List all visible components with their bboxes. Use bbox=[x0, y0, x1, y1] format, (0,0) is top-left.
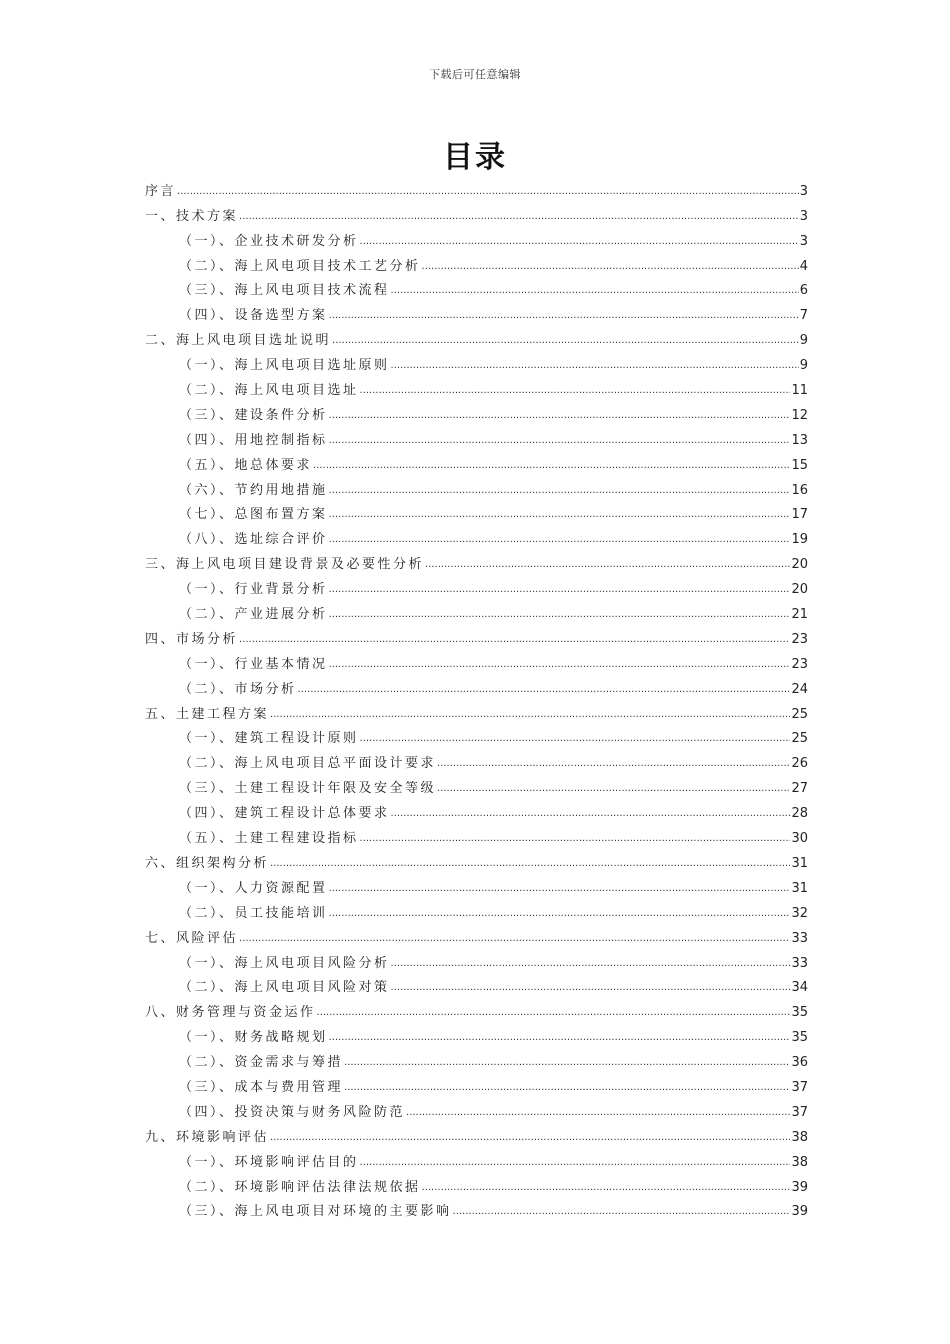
toc-entry-label: （八）、选址综合评价 bbox=[179, 532, 328, 548]
toc-dot-leader bbox=[298, 682, 791, 698]
toc-dot-leader bbox=[329, 607, 791, 623]
toc-entry-page-number: 27 bbox=[791, 781, 808, 797]
toc-dot-leader bbox=[391, 956, 791, 972]
toc-entry-label: 六、组织架构分析 bbox=[145, 855, 270, 871]
toc-dot-leader bbox=[239, 931, 790, 947]
toc-entry-label: （三）、建设条件分析 bbox=[179, 407, 328, 423]
toc-entry-label: （五）、土建工程建设指标 bbox=[179, 831, 359, 847]
toc-entry-label: （三）、海上风电项目对环境的主要影响 bbox=[179, 1204, 452, 1220]
toc-entry-page-number: 13 bbox=[791, 432, 808, 448]
toc-dot-leader bbox=[177, 184, 799, 200]
toc-dot-leader bbox=[270, 1130, 790, 1146]
toc-entry-page-number: 33 bbox=[791, 930, 808, 946]
toc-entry-page-number: 7 bbox=[799, 308, 808, 324]
toc-entry-label: （四）、用地控制指标 bbox=[179, 432, 328, 448]
toc-entry-label: 八、财务管理与资金运作 bbox=[145, 1005, 316, 1021]
toc-entry[interactable] bbox=[145, 1196, 808, 1221]
toc-entry[interactable] bbox=[145, 1046, 808, 1071]
toc-entry-label: （三）、海上风电项目技术流程 bbox=[179, 283, 390, 299]
toc-entry-label: （一）、企业技术研发分析 bbox=[179, 233, 359, 249]
toc-entry-label: （一）、海上风电项目风险分析 bbox=[179, 955, 390, 971]
toc-dot-leader bbox=[329, 582, 791, 598]
toc-dot-leader bbox=[329, 657, 791, 673]
toc-entry-page-number: 6 bbox=[799, 283, 808, 299]
toc-entry[interactable] bbox=[145, 424, 808, 449]
toc-entry[interactable] bbox=[145, 897, 808, 922]
toc-dot-leader bbox=[329, 483, 791, 499]
toc-dot-leader bbox=[391, 980, 791, 996]
toc-entry[interactable] bbox=[145, 250, 808, 275]
toc-dot-leader bbox=[329, 433, 791, 449]
toc-entry-page-number: 37 bbox=[791, 1079, 808, 1095]
toc-dot-leader bbox=[406, 1105, 790, 1121]
toc-entry-page-number: 24 bbox=[791, 681, 808, 697]
toc-entry-page-number: 31 bbox=[791, 880, 808, 896]
toc-entry[interactable] bbox=[145, 623, 808, 648]
toc-entry-label: （七）、总图布置方案 bbox=[179, 507, 328, 523]
toc-entry-page-number: 20 bbox=[791, 582, 808, 598]
toc-entry[interactable] bbox=[145, 225, 808, 250]
toc-entry-label: （三）、成本与费用管理 bbox=[179, 1079, 344, 1095]
toc-entry[interactable] bbox=[145, 772, 808, 797]
toc-entry-page-number: 9 bbox=[799, 358, 808, 374]
toc-entry-page-number: 25 bbox=[791, 731, 808, 747]
toc-entry-page-number: 4 bbox=[799, 258, 808, 274]
toc-entry-page-number: 23 bbox=[791, 656, 808, 672]
toc-entry-page-number: 16 bbox=[791, 482, 808, 498]
toc-entry[interactable] bbox=[145, 324, 808, 349]
toc-dot-leader bbox=[437, 756, 790, 772]
toc-entry-page-number: 31 bbox=[791, 855, 808, 871]
toc-dot-leader bbox=[360, 731, 791, 747]
toc-entry-page-number: 19 bbox=[791, 532, 808, 548]
toc-entry-page-number: 12 bbox=[791, 407, 808, 423]
toc-entry-page-number: 23 bbox=[791, 631, 808, 647]
toc-entry[interactable] bbox=[145, 523, 808, 548]
toc-entry[interactable] bbox=[145, 847, 808, 872]
toc-entry[interactable] bbox=[145, 598, 808, 623]
toc-entry-label: （五）、地总体要求 bbox=[179, 457, 313, 473]
toc-entry-label: 四、市场分析 bbox=[145, 631, 239, 647]
toc-entry-label: （二）、海上风电项目风险对策 bbox=[179, 980, 390, 996]
toc-entry-label: 七、风险评估 bbox=[145, 930, 239, 946]
toc-list bbox=[145, 175, 808, 1220]
toc-entry[interactable] bbox=[145, 996, 808, 1021]
toc-entry-page-number: 35 bbox=[791, 1005, 808, 1021]
toc-dot-leader bbox=[329, 906, 791, 922]
toc-entry-page-number: 39 bbox=[791, 1204, 808, 1220]
toc-entry[interactable] bbox=[145, 698, 808, 723]
toc-entry-page-number: 38 bbox=[791, 1129, 808, 1145]
toc-entry[interactable] bbox=[145, 947, 808, 972]
toc-entry[interactable] bbox=[145, 972, 808, 997]
toc-dot-leader bbox=[360, 831, 791, 847]
toc-entry-page-number: 35 bbox=[791, 1030, 808, 1046]
toc-entry-page-number: 11 bbox=[791, 383, 808, 399]
toc-title: 目录 bbox=[443, 140, 507, 175]
toc-entry[interactable] bbox=[145, 474, 808, 499]
toc-entry[interactable] bbox=[145, 1021, 808, 1046]
toc-entry-page-number: 20 bbox=[791, 557, 808, 573]
toc-entry-label: （四）、建筑工程设计总体要求 bbox=[179, 806, 390, 822]
toc-entry[interactable] bbox=[145, 723, 808, 748]
toc-entry-label: （二）、资金需求与筹措 bbox=[179, 1055, 344, 1071]
toc-dot-leader bbox=[344, 1080, 790, 1096]
toc-entry-label: （一）、财务战略规划 bbox=[179, 1030, 328, 1046]
toc-dot-leader bbox=[317, 1005, 791, 1021]
toc-dot-leader bbox=[270, 707, 790, 723]
toc-entry[interactable] bbox=[145, 673, 808, 698]
toc-dot-leader bbox=[313, 458, 790, 474]
page-header: 下载后可任意编辑 bbox=[429, 68, 521, 81]
toc-entry[interactable] bbox=[145, 175, 808, 200]
toc-entry-label: 三、海上风电项目建设背景及必要性分析 bbox=[145, 557, 425, 573]
toc-entry[interactable] bbox=[145, 872, 808, 897]
toc-entry-label: 二、海上风电项目选址说明 bbox=[145, 333, 332, 349]
toc-entry-page-number: 3 bbox=[799, 208, 808, 224]
toc-dot-leader bbox=[360, 383, 791, 399]
toc-entry[interactable] bbox=[145, 499, 808, 524]
toc-entry[interactable] bbox=[145, 275, 808, 300]
toc-entry-page-number: 39 bbox=[791, 1179, 808, 1195]
toc-dot-leader bbox=[332, 333, 799, 349]
toc-dot-leader bbox=[270, 856, 790, 872]
toc-dot-leader bbox=[329, 881, 791, 897]
toc-entry-label: （四）、设备选型方案 bbox=[179, 308, 328, 324]
toc-dot-leader bbox=[437, 781, 790, 797]
toc-entry-page-number: 15 bbox=[791, 457, 808, 473]
toc-entry-page-number: 37 bbox=[791, 1104, 808, 1120]
toc-entry[interactable] bbox=[145, 1121, 808, 1146]
toc-entry-label: （一）、海上风电项目选址原则 bbox=[179, 358, 390, 374]
toc-entry[interactable] bbox=[145, 1146, 808, 1171]
toc-entry-label: （一）、行业基本情况 bbox=[179, 656, 328, 672]
toc-entry[interactable] bbox=[145, 299, 808, 324]
toc-dot-leader bbox=[391, 806, 791, 822]
toc-entry-label: 一、技术方案 bbox=[145, 208, 239, 224]
toc-entry[interactable] bbox=[145, 648, 808, 673]
toc-dot-leader bbox=[329, 1030, 791, 1046]
toc-entry-page-number: 36 bbox=[791, 1055, 808, 1071]
toc-entry-page-number: 3 bbox=[799, 183, 808, 199]
toc-entry-label: （二）、海上风电项目总平面设计要求 bbox=[179, 756, 437, 772]
toc-dot-leader bbox=[391, 358, 799, 374]
toc-entry-label: （一）、行业背景分析 bbox=[179, 582, 328, 598]
toc-dot-leader bbox=[453, 1204, 791, 1220]
toc-entry-label: 序言 bbox=[145, 183, 177, 199]
toc-dot-leader bbox=[329, 507, 791, 523]
toc-entry-label: （一）、建筑工程设计原则 bbox=[179, 731, 359, 747]
toc-entry-label: （二）、环境影响评估法律法规依据 bbox=[179, 1179, 421, 1195]
toc-entry-page-number: 30 bbox=[791, 831, 808, 847]
toc-dot-leader bbox=[360, 1155, 791, 1171]
toc-entry[interactable] bbox=[145, 922, 808, 947]
toc-entry-label: （二）、产业进展分析 bbox=[179, 607, 328, 623]
toc-entry-label: （一）、人力资源配置 bbox=[179, 880, 328, 896]
toc-dot-leader bbox=[329, 308, 799, 324]
toc-entry[interactable] bbox=[145, 548, 808, 573]
toc-dot-leader bbox=[422, 1180, 791, 1196]
toc-entry-label: （二）、海上风电项目选址 bbox=[179, 383, 359, 399]
toc-entry-page-number: 21 bbox=[791, 607, 808, 623]
toc-entry[interactable] bbox=[145, 349, 808, 374]
toc-dot-leader bbox=[360, 234, 799, 250]
toc-entry-page-number: 25 bbox=[791, 706, 808, 722]
toc-dot-leader bbox=[239, 209, 799, 225]
toc-entry-label: 九、环境影响评估 bbox=[145, 1129, 270, 1145]
toc-entry-label: 五、土建工程方案 bbox=[145, 706, 270, 722]
toc-entry-label: （二）、员工技能培训 bbox=[179, 905, 328, 921]
toc-dot-leader bbox=[391, 283, 799, 299]
toc-entry[interactable] bbox=[145, 747, 808, 772]
toc-dot-leader bbox=[329, 532, 791, 548]
toc-entry[interactable] bbox=[145, 1171, 808, 1196]
toc-entry-page-number: 34 bbox=[791, 980, 808, 996]
toc-entry[interactable] bbox=[145, 200, 808, 225]
toc-entry[interactable] bbox=[145, 822, 808, 847]
toc-entry-label: （六）、节约用地措施 bbox=[179, 482, 328, 498]
toc-dot-leader bbox=[425, 557, 790, 573]
toc-entry-page-number: 38 bbox=[791, 1154, 808, 1170]
toc-dot-leader bbox=[239, 632, 790, 648]
toc-entry-label: （一）、环境影响评估目的 bbox=[179, 1154, 359, 1170]
toc-entry[interactable] bbox=[145, 374, 808, 399]
toc-entry-label: （二）、市场分析 bbox=[179, 681, 297, 697]
toc-entry-page-number: 32 bbox=[791, 905, 808, 921]
toc-entry[interactable] bbox=[145, 1071, 808, 1096]
toc-entry-label: （三）、土建工程设计年限及安全等级 bbox=[179, 781, 437, 797]
toc-entry[interactable] bbox=[145, 399, 808, 424]
toc-entry-page-number: 26 bbox=[791, 756, 808, 772]
toc-entry-label: （四）、投资决策与财务风险防范 bbox=[179, 1104, 406, 1120]
toc-dot-leader bbox=[422, 259, 799, 275]
toc-entry-page-number: 3 bbox=[799, 233, 808, 249]
toc-dot-leader bbox=[329, 408, 791, 424]
toc-entry-page-number: 28 bbox=[791, 806, 808, 822]
toc-entry-page-number: 33 bbox=[791, 955, 808, 971]
toc-entry-page-number: 17 bbox=[791, 507, 808, 523]
toc-entry[interactable] bbox=[145, 1096, 808, 1121]
toc-entry[interactable] bbox=[145, 797, 808, 822]
toc-entry[interactable] bbox=[145, 573, 808, 598]
toc-dot-leader bbox=[344, 1055, 790, 1071]
toc-entry-label: （二）、海上风电项目技术工艺分析 bbox=[179, 258, 421, 274]
toc-entry[interactable] bbox=[145, 449, 808, 474]
toc-entry-page-number: 9 bbox=[799, 333, 808, 349]
